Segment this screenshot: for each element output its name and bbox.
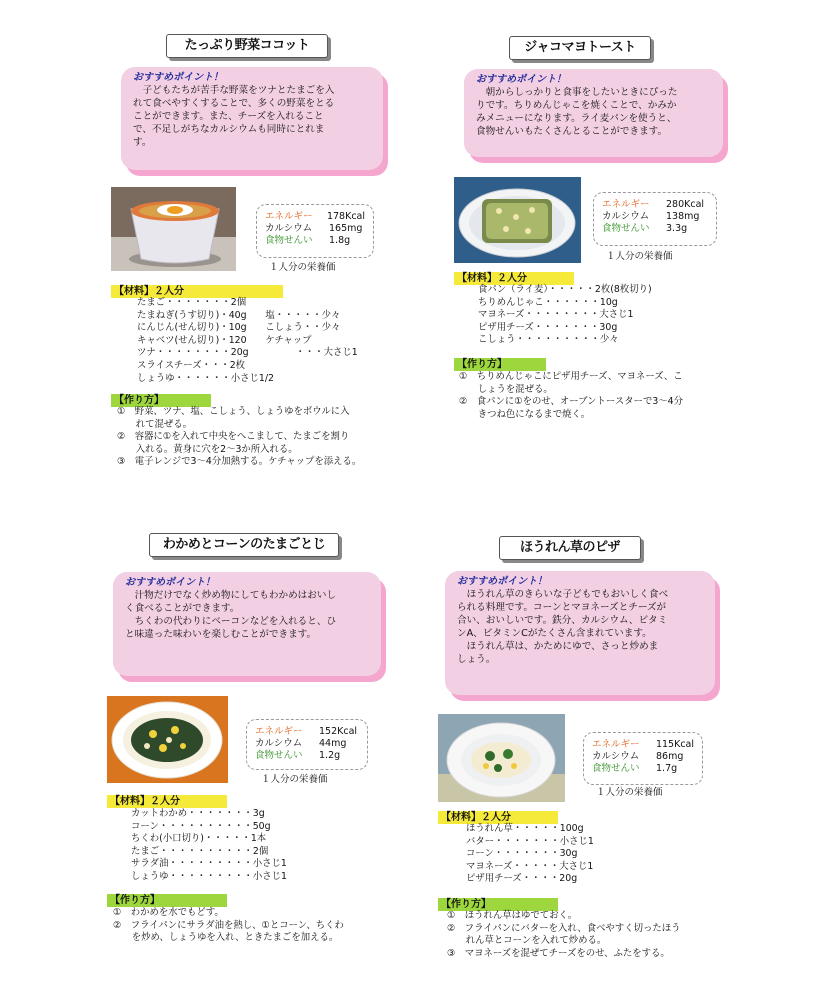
energy-label: エネルギー bbox=[602, 199, 650, 210]
method-heading: 【作り方】 bbox=[454, 358, 546, 371]
ingredient-row: ツナ・・・・・・・・20g ・・・大さじ1 bbox=[137, 347, 358, 359]
fiber-label: 食物せんい bbox=[255, 750, 303, 761]
fiber-label: 食物せんい bbox=[592, 763, 640, 774]
calcium-value: 138mg bbox=[666, 211, 700, 222]
recommend-point-label: おすすめポイント！ bbox=[133, 72, 224, 83]
calcium-value: 44mg bbox=[319, 738, 347, 749]
ingredient-row: ちりめんじゃこ・・・・・・10g bbox=[478, 296, 618, 308]
step-row: ③ マヨネーズを混ぜてチーズをのせ、ふたをする。 bbox=[447, 947, 670, 959]
ingredient-list bbox=[466, 823, 594, 886]
dish-photo-toast bbox=[454, 177, 581, 263]
ingredient-row: しょうゆ・・・・・・小さじ1/2 bbox=[137, 372, 274, 384]
per-person-note: １人分の栄養価 bbox=[606, 251, 673, 262]
recipe-title: ジャコマヨトースト bbox=[509, 36, 651, 60]
recipe-title: ほうれん草のピザ bbox=[499, 536, 641, 560]
calcium-value: 165mg bbox=[329, 223, 363, 234]
ingredient-row: スライスチーズ・・・2枚 bbox=[137, 359, 246, 371]
ingredient-row: しょうゆ・・・・・・・・・小さじ1 bbox=[131, 870, 287, 882]
ingredient-row: キャベツ(せん切り)・120 ケチャップ bbox=[137, 334, 312, 346]
ingredient-row: サラダ油・・・・・・・・・小さじ1 bbox=[131, 858, 287, 870]
recommend-point-label: おすすめポイント！ bbox=[125, 577, 216, 588]
ingredient-row: バター・・・・・・・小さじ1 bbox=[466, 835, 594, 847]
step-row: きつね色になるまで焼く。 bbox=[459, 408, 591, 420]
energy-label: エネルギー bbox=[592, 739, 640, 750]
ingredient-list bbox=[478, 284, 652, 347]
ingredient-row: マヨネーズ・・・・・大さじ1 bbox=[466, 860, 594, 872]
dish-photo-cocotte bbox=[111, 187, 236, 271]
recommend-point-label: おすすめポイント！ bbox=[457, 576, 548, 587]
step-row: を炒め、しょうゆを入れ、ときたまごを加える。 bbox=[113, 932, 339, 944]
step-row: ① ほうれん草はゆでておく。 bbox=[447, 910, 578, 921]
recommend-point-label: おすすめポイント！ bbox=[476, 74, 567, 85]
step-row: しょうを混ぜる。 bbox=[459, 383, 553, 395]
ingredient-row: ほうれん草・・・・・100g bbox=[466, 823, 584, 834]
step-row: ③ 電子レンジで3～4分加熱する。ケチャップを添える。 bbox=[117, 456, 362, 468]
step-row: れん草とコーンを入れて炒める。 bbox=[447, 935, 607, 947]
recommend-point-box bbox=[113, 572, 381, 676]
step-row: ② 容器に①を入れて中央をへこまして、たまごを割り bbox=[117, 431, 350, 443]
fiber-value: 1.7g bbox=[656, 763, 678, 774]
recommend-point-text: 子どもたちが苦手な野菜をツナとたまごを入 れて食べやすくすることで、多くの野菜をとる ことができます。また、チーズを入れること で、不足しがちなカルシウムも同時にとれま す。 bbox=[133, 85, 335, 148]
recommend-point-text: 汁物だけでなく炒め物にしてもわかめはおいし く食べることができます。 ちくわの代わりにベーコンなどを入れると、ひ と味違った味わいを楽しむことができます。 bbox=[125, 590, 337, 640]
energy-value: 115Kcal bbox=[655, 739, 694, 750]
fiber-value: 1.8g bbox=[329, 235, 351, 246]
method-steps bbox=[459, 371, 683, 421]
ingredient-row: にんじん(せん切り)・10g こしょう・・少々 bbox=[137, 322, 341, 334]
recommend-point-box bbox=[464, 69, 723, 157]
method-steps bbox=[447, 910, 681, 960]
fiber-value: 3.3g bbox=[666, 223, 688, 234]
recommend-point-text: 朝からしっかりと食事をしたいときにぴった りです。ちりめんじゃこを焼くことで、かみか みメニューになります。ライ麦パンを使うと、 食物せんいもたくさんとることができます。 bbox=[476, 87, 678, 137]
step-row: ② フライパンにサラダ油を熱し、①とコーン、ちくわ bbox=[113, 919, 344, 931]
calcium-label: カルシウム bbox=[592, 751, 640, 762]
dish-photo-wakame bbox=[107, 696, 228, 783]
step-row: ① ちりめんじゃこにピザ用チーズ、マヨネーズ、こ bbox=[459, 371, 683, 382]
per-person-note: １人分の栄養価 bbox=[269, 262, 336, 273]
recipe-title: わかめとコーンのたまごとじ bbox=[149, 533, 339, 557]
per-person-note: １人分の栄養価 bbox=[596, 787, 663, 798]
per-person-note: １人分の栄養価 bbox=[261, 774, 328, 785]
nutrition-box bbox=[246, 719, 368, 770]
energy-label: エネルギー bbox=[255, 726, 303, 737]
recommend-point-text: ほうれん草のきらいな子どもでもおいしく食べ られる料理です。コーンとマヨネーズとチーズが 合い、おいしいです。鉄分、カルシウム、ビタミ ンA、ビタミンCがたくさん含まれています。 ほうれん草は、かためにゆで、さっと炒めま しょう。 bbox=[457, 589, 669, 665]
ingredient-row: マヨネーズ・・・・・・・・大さじ1 bbox=[478, 309, 634, 321]
fiber-label: 食物せんい bbox=[265, 235, 313, 246]
method-heading: 【作り方】 bbox=[438, 898, 558, 911]
ingredient-row: ピザ用チーズ・・・・・・・30g bbox=[478, 321, 618, 333]
ingredient-list bbox=[131, 808, 287, 884]
materials-heading: 【材料】２人分 bbox=[111, 285, 283, 298]
ingredient-row: カットわかめ・・・・・・・3g bbox=[131, 808, 265, 819]
nutrition-box bbox=[256, 204, 374, 258]
ingredient-list bbox=[137, 297, 358, 385]
ingredient-row: コーン・・・・・・・30g bbox=[466, 848, 578, 860]
materials-heading: 【材料】２人分 bbox=[454, 272, 574, 285]
step-row: ② フライパンにバターを入れ、食べやすく切ったほう bbox=[447, 922, 681, 934]
nutrition-box bbox=[583, 732, 703, 785]
step-row: れて混ぜる。 bbox=[117, 418, 193, 430]
energy-value: 280Kcal bbox=[666, 199, 705, 210]
energy-label: エネルギー bbox=[265, 211, 313, 222]
materials-heading: 【材料】２人分 bbox=[438, 811, 558, 824]
ingredient-row: 食パン（ライ麦）・・・・・2枚(8枚切り) bbox=[478, 284, 652, 295]
fiber-label: 食物せんい bbox=[602, 223, 650, 234]
ingredient-row: こしょう・・・・・・・・・少々 bbox=[478, 334, 619, 346]
energy-value: 152Kcal bbox=[319, 726, 358, 737]
recommend-point-box bbox=[445, 571, 715, 695]
calcium-label: カルシウム bbox=[255, 738, 303, 749]
energy-value: 178Kcal bbox=[326, 211, 365, 222]
recommend-point-box bbox=[121, 67, 383, 170]
method-heading: 【作り方】 bbox=[107, 894, 227, 907]
ingredient-row: コーン・・・・・・・・・・50g bbox=[131, 820, 271, 832]
recipe-title: たっぷり野菜ココット bbox=[166, 34, 328, 58]
dish-photo-pizza bbox=[438, 714, 565, 802]
method-heading: 【作り方】 bbox=[111, 394, 211, 407]
ingredient-row: たまねぎ(うす切り)・40g 塩・・・・・少々 bbox=[137, 309, 341, 321]
materials-heading: 【材料】２人分 bbox=[107, 795, 227, 808]
ingredient-row: ピザ用チーズ・・・・20g bbox=[466, 873, 578, 885]
method-steps bbox=[117, 406, 361, 469]
step-row: ① わかめを水でもどす。 bbox=[113, 907, 224, 918]
ingredient-row: たまご・・・・・・・・・・2個 bbox=[131, 845, 269, 857]
fiber-value: 1.2g bbox=[319, 750, 341, 761]
calcium-value: 86mg bbox=[656, 751, 684, 762]
nutrition-box bbox=[593, 192, 717, 246]
ingredient-row: ちくわ(小口切り)・・・・・1本 bbox=[131, 833, 267, 845]
step-row: 入れる。黄身に穴を2～3か所入れる。 bbox=[117, 443, 298, 455]
step-row: ① 野菜、ツナ、塩、こしょう、しょうゆをボウルに入 bbox=[117, 406, 350, 417]
method-steps bbox=[113, 907, 344, 945]
step-row: ② 食パンに①をのせ、オーブントースターで3～4分 bbox=[459, 396, 684, 408]
calcium-label: カルシウム bbox=[265, 223, 313, 234]
ingredient-row: たまご・・・・・・・2個 bbox=[137, 297, 247, 308]
calcium-label: カルシウム bbox=[602, 211, 650, 222]
